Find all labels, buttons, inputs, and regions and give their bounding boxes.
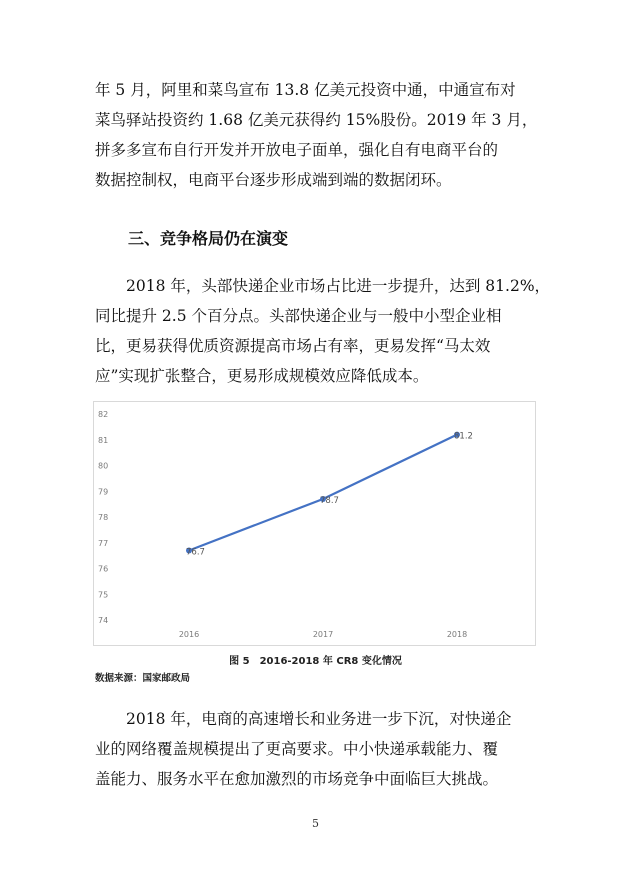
y-tick-label: 77: [98, 538, 109, 548]
y-tick-label: 78: [98, 513, 109, 522]
paragraph-1: [95, 75, 547, 195]
paragraph-1-line: 年 5 月，阿里和菜鸟宣布 13.8 亿美元投资中通，中通宣布对: [95, 81, 516, 99]
chart-canvas: [94, 402, 537, 647]
y-tick-label: 82: [98, 410, 109, 419]
section-heading: 三、竞争格局仍在演变: [128, 229, 289, 248]
paragraph-3: [95, 704, 547, 794]
x-tick-label: 2017: [312, 630, 334, 639]
paragraph-1-line: 拼多多宣布自行开发并开放电子面单，强化自有电商平台的: [95, 141, 499, 159]
data-label: 81.2: [454, 431, 473, 442]
y-tick-label: 74: [98, 616, 109, 625]
paragraph-2-line: 比，更易获得优质资源提高市场占有率，更易发挥“马太效: [95, 337, 491, 355]
data-label: 76.7: [186, 547, 205, 558]
figure-caption: 图 5 2016-2018 年 CR8 变化情况: [229, 656, 402, 667]
y-tick-label: 79: [98, 487, 109, 497]
paragraph-1-line: 数据控制权，电商平台逐步形成端到端的数据闭环。: [95, 171, 452, 189]
series-line: [189, 435, 457, 551]
y-tick-label: 75: [98, 590, 109, 600]
data-label: 78.7: [320, 495, 339, 506]
paragraph-3-line: 盖能力、服务水平在愈加激烈的市场竞争中面临巨大挑战。: [95, 770, 499, 788]
paragraph-3-line: 业的网络覆盖规模提出了更高要求。中小快递承载能力、覆: [95, 740, 499, 758]
paragraph-2-line: 2018 年，头部快递企业市场占比进一步提升，达到 81.2%，: [126, 277, 551, 295]
paragraph-1-line: 菜鸟驿站投资约 1.68 亿美元获得约 15%股份。2019 年 3 月，: [95, 111, 538, 129]
paragraph-2-line: 同比提升 2.5 个百分点。头部快递企业与一般中小型企业相: [95, 307, 502, 325]
page-number: 5: [312, 817, 319, 830]
x-tick-label: 2016: [178, 630, 200, 639]
x-tick-label: 2018: [446, 630, 468, 639]
y-tick-label: 76: [98, 564, 109, 574]
paragraph-3-line: 2018 年，电商的高速增长和业务进一步下沉，对快递企: [126, 710, 512, 728]
y-tick-label: 81: [98, 435, 109, 445]
cr8-line-chart: [93, 401, 536, 646]
paragraph-2: [95, 271, 551, 391]
data-source-note: 数据来源：国家邮政局: [95, 673, 191, 684]
y-tick-label: 80: [98, 461, 109, 471]
paragraph-2-line: 应”实现扩张整合，更易形成规模效应降低成本。: [95, 367, 429, 385]
